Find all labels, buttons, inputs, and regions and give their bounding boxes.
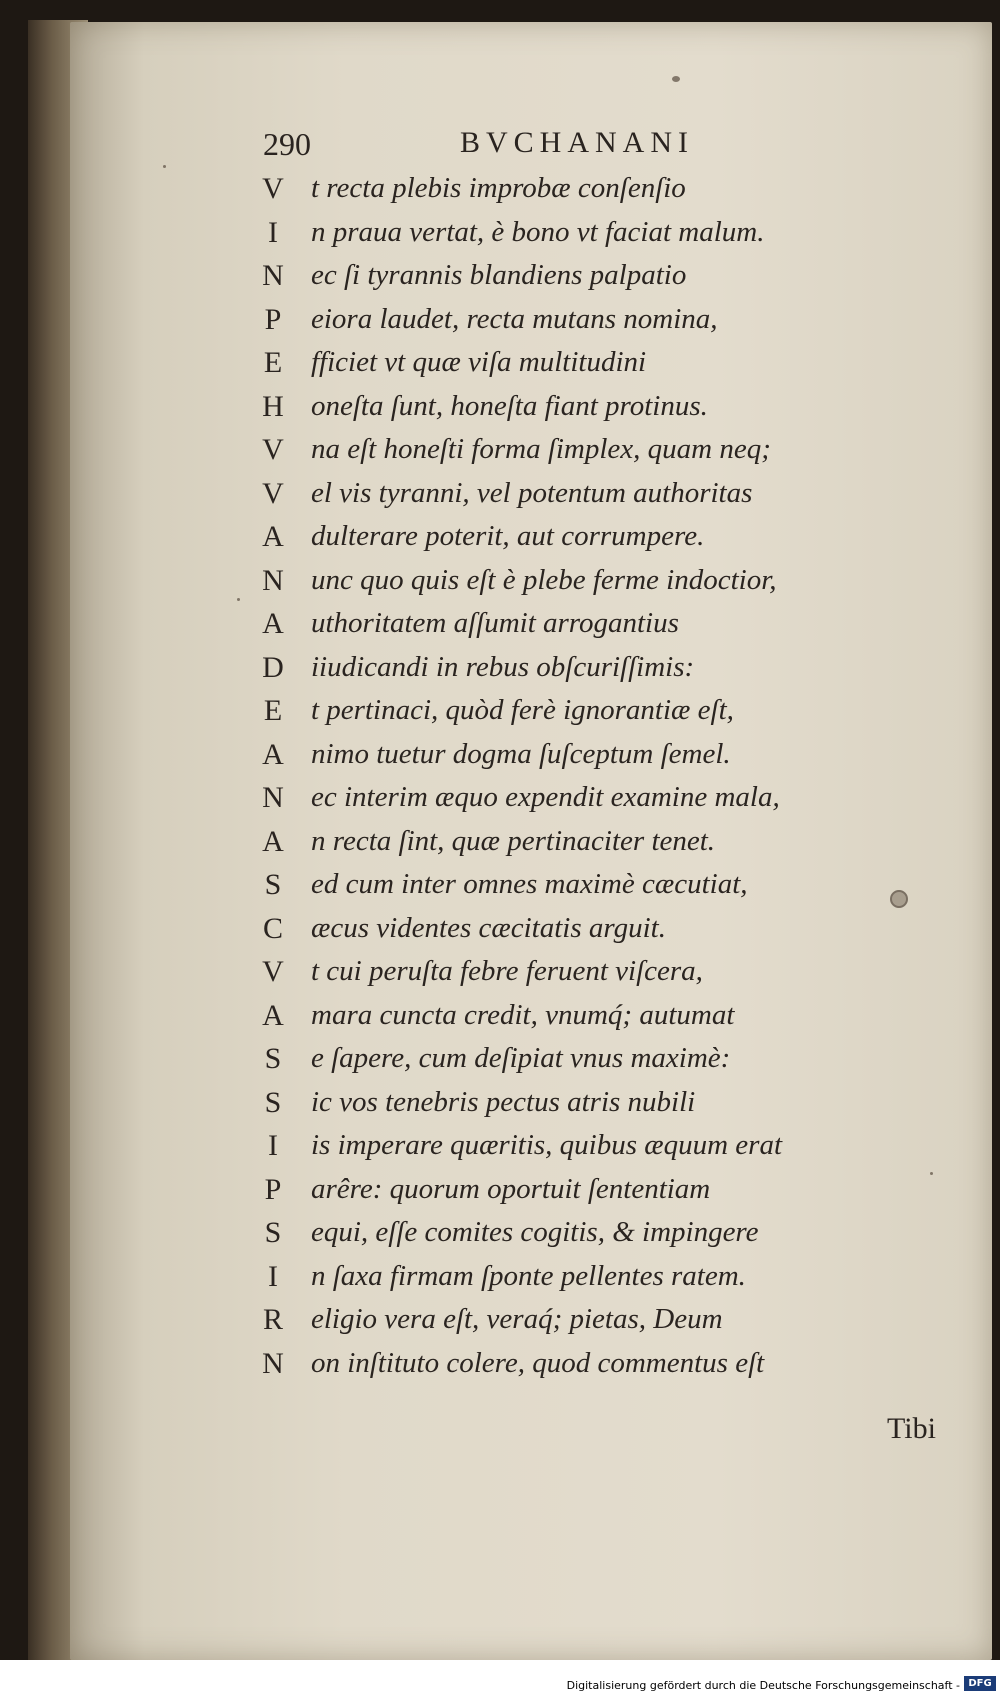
verse-line <box>255 868 895 912</box>
verse-text: ec ſi tyrannis blandiens palpatio <box>311 259 687 291</box>
verse-text: is imperare quæritis, quibus æquum erat <box>311 1129 783 1161</box>
acrostic-initial: V <box>262 955 284 988</box>
verse-text: dulterare poterit, aut corrumpere. <box>311 520 705 552</box>
verse-line <box>255 1303 895 1347</box>
verse-text: eligio vera eſt, veraq́; pietas, Deum <box>311 1303 723 1335</box>
acrostic-initial: A <box>262 824 284 858</box>
verse-text: mara cuncta credit, vnumq́; autumat <box>311 998 735 1031</box>
verse-line <box>255 1042 895 1086</box>
verse-text: uthoritatem aſſumit arrogantius <box>311 607 679 639</box>
acrostic-initial: V <box>262 433 284 466</box>
acrostic-initial: V <box>262 172 284 205</box>
verse-text: ed cum inter omnes maximè cæcutiat, <box>311 868 748 900</box>
verse-block <box>255 172 895 1390</box>
acrostic-initial: P <box>264 1172 282 1206</box>
verse-text: e ſapere, cum deſipiat vnus maximè: <box>311 1042 731 1074</box>
verse-line <box>255 172 895 216</box>
verse-line <box>255 607 895 651</box>
verse-line <box>255 1216 895 1260</box>
verse-line <box>255 433 895 477</box>
verse-text: ic vos tenebris pectus atris nubili <box>311 1085 696 1118</box>
acrostic-initial: A <box>262 607 284 640</box>
acrostic-initial: A <box>262 737 284 771</box>
acrostic-initial: A <box>262 998 284 1032</box>
verse-line <box>255 520 895 564</box>
verse-text: n ſaxa firmam ſponte pellentes ratem. <box>311 1259 746 1292</box>
verse-text: el vis tyranni, vel potentum authoritas <box>311 476 753 509</box>
acrostic-initial: N <box>262 563 284 597</box>
verse-line <box>255 477 895 521</box>
ink-speck <box>237 598 240 601</box>
verse-line <box>255 999 895 1043</box>
catchword: Tibi <box>887 1412 936 1445</box>
verse-text: oneſta ſunt, honeſta fiant protinus. <box>311 389 708 422</box>
dfg-logo: DFG <box>964 1676 996 1691</box>
acrostic-initial: N <box>262 781 284 814</box>
verse-line <box>255 1347 895 1391</box>
acrostic-initial: S <box>264 1216 282 1249</box>
acrostic-initial: I <box>268 1259 278 1293</box>
verse-text: æcus videntes cæcitatis arguit. <box>311 911 666 944</box>
verse-text: t recta plebis improbæ conſenſio <box>311 172 686 204</box>
acrostic-initial: H <box>262 389 284 423</box>
acrostic-initial: S <box>264 868 282 901</box>
verse-line <box>255 564 895 608</box>
page-number: 290 <box>263 126 311 162</box>
verse-line <box>255 1260 895 1304</box>
verse-text: eiora laudet, recta mutans nomina, <box>311 302 718 335</box>
verse-text: unc quo quis eſt è plebe ferme indoctior, <box>311 563 777 596</box>
ink-speck <box>163 165 166 168</box>
verse-line <box>255 955 895 999</box>
acrostic-initial: D <box>262 650 284 684</box>
acrostic-initial: V <box>262 476 284 510</box>
digitization-credit: Digitalisierung gefördert durch die Deutsche Forschungsgemeinschaft - <box>566 1679 960 1692</box>
acrostic-initial: I <box>268 215 278 249</box>
verse-text: t pertinaci, quòd ferè ignorantiæ eſt, <box>311 694 734 726</box>
verse-line <box>255 1086 895 1130</box>
verse-text: fficiet vt quæ viſa multitudini <box>311 346 647 378</box>
verse-line <box>255 216 895 260</box>
acrostic-initial: R <box>262 1303 283 1336</box>
verse-text: ec interim æquo expendit examine mala, <box>311 781 780 813</box>
verse-text: nimo tuetur dogma ſuſceptum ſemel. <box>311 737 731 770</box>
acrostic-initial: P <box>264 302 282 336</box>
verse-line <box>255 912 895 956</box>
ink-speck <box>930 1172 933 1175</box>
acrostic-initial: E <box>263 694 283 727</box>
verse-line <box>255 781 895 825</box>
acrostic-initial: C <box>262 911 283 945</box>
verse-line <box>255 346 895 390</box>
verse-text: na eſt honeſti forma ſimplex, quam neq; <box>311 433 771 465</box>
acrostic-initial: N <box>262 259 284 292</box>
verse-line <box>255 259 895 303</box>
acrostic-initial: N <box>262 1346 284 1380</box>
acrostic-initial: E <box>263 346 283 379</box>
verse-text: n recta ſint, quæ pertinaciter tenet. <box>311 824 716 857</box>
verse-line <box>255 738 895 782</box>
verse-text: n praua vertat, è bono vt faciat malum. <box>311 215 765 248</box>
verse-text: iiudicandi in rebus obſcuriſſimis: <box>311 650 695 683</box>
verse-text: on inſtituto colere, quod commentus eſt <box>311 1346 765 1379</box>
verse-text: equi, eſſe comites cogitis, & impingere <box>311 1216 759 1248</box>
acrostic-initial: S <box>264 1085 282 1119</box>
verse-line <box>255 390 895 434</box>
verse-line <box>255 651 895 695</box>
ink-speck <box>672 76 680 82</box>
verse-line <box>255 1129 895 1173</box>
verse-text: arêre: quorum oportuit ſententiam <box>311 1172 711 1205</box>
running-head: BVCHANANI <box>460 126 694 159</box>
verse-line <box>255 825 895 869</box>
verse-line <box>255 694 895 738</box>
verse-line <box>255 303 895 347</box>
acrostic-initial: A <box>262 520 284 553</box>
acrostic-initial: I <box>268 1129 278 1162</box>
acrostic-initial: S <box>264 1042 282 1075</box>
verse-text: t cui peruſta febre feruent viſcera, <box>311 955 703 987</box>
verse-line <box>255 1173 895 1217</box>
